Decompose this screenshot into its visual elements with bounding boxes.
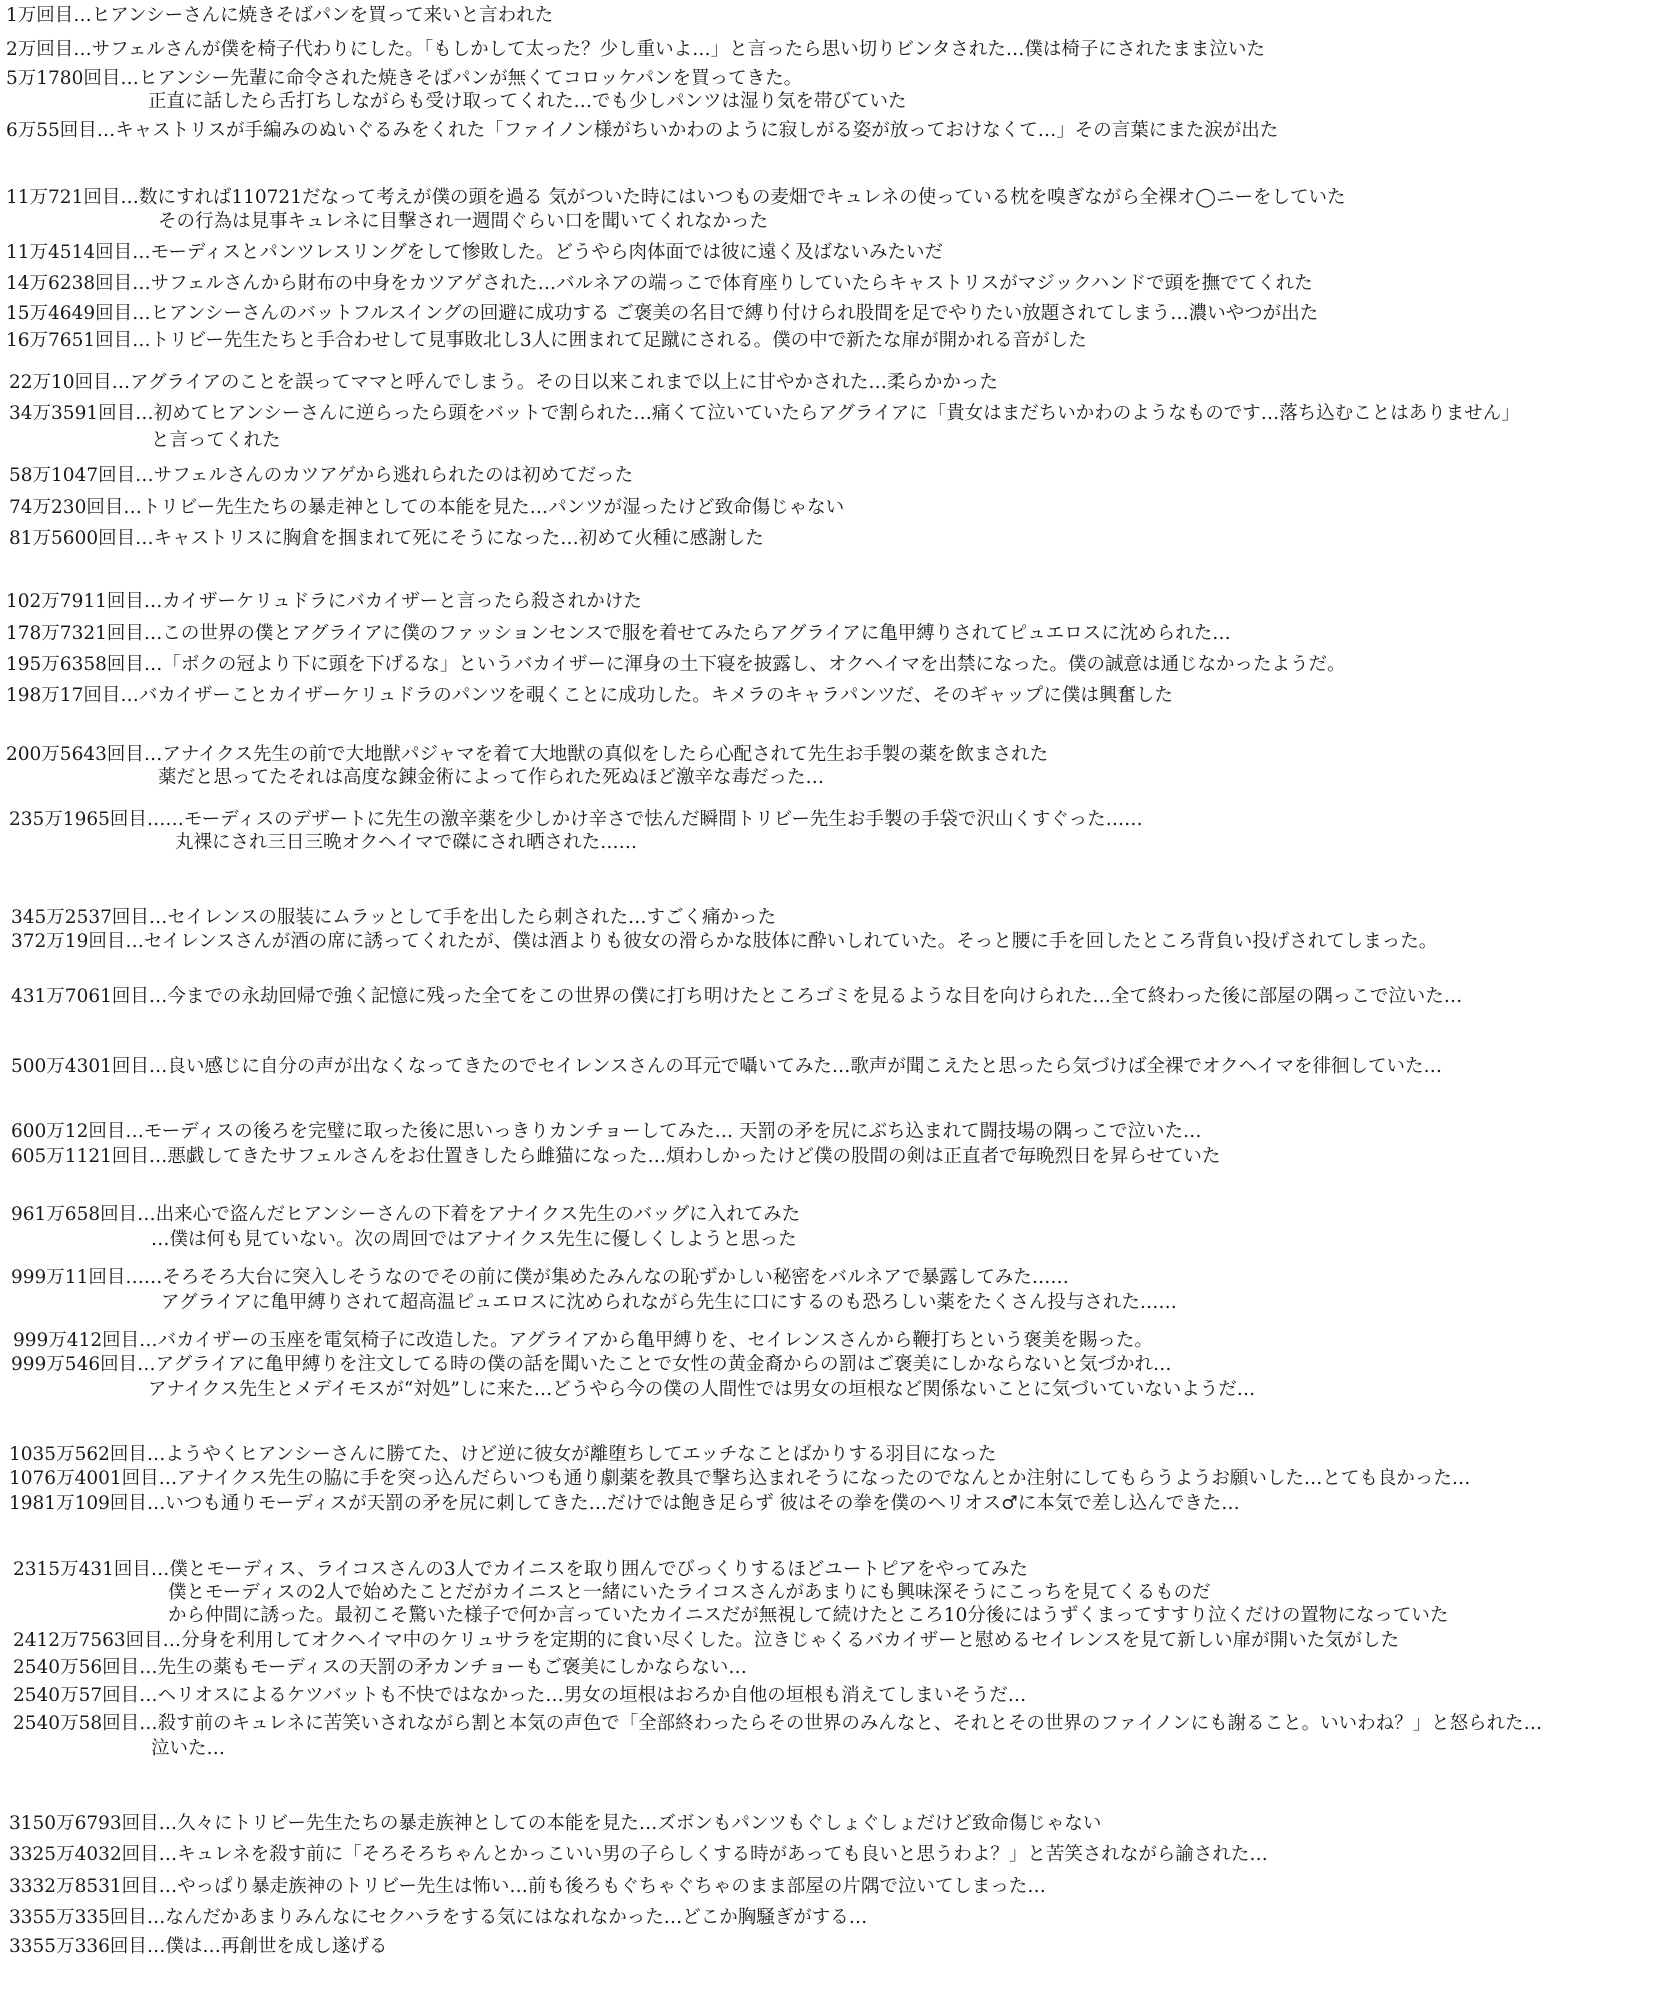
entry-continuation: 僕とモーディスの2人で始めたことだがカイニスと一緒にいたライコスさんがあまりにも興味深そうにこっちを見てくるものだ: [168, 1582, 1211, 1603]
entry-line: 74万230回目…トリビー先生たちの暴走神としての本能を見た…パンツが湿ったけど致命傷じゃない: [9, 497, 845, 518]
entry-continuation: …僕は何も見ていない。次の周回ではアナイクス先生に優しくしようと思った: [151, 1229, 797, 1250]
entry-line: 22万10回目…アグライアのことを誤ってママと呼んでしまう。その日以来これまで以上に甘やかされた…柔らかかった: [9, 372, 998, 393]
entry-line: 5万1780回目…ヒアンシー先輩に命令された焼きそばパンが無くてコロッケパンを買ってきた。: [6, 68, 803, 89]
entry-line: 2412万7563回目…分身を利用してオクヘイマ中のケリュサラを定期的に食い尽くした。泣きじゃくるバカイザーと慰めるセイレンスを見て新しい扉が開いた気がした: [13, 1630, 1400, 1651]
entry-continuation: と言ってくれた: [151, 430, 281, 451]
entry-line: 1076万4001回目…アナイクス先生の脇に手を突っ込んだらいつも通り劇薬を教具で撃ち込まれそうになったのでなんとか注射にしてもらうようお願いした…とても良かった…: [9, 1468, 1471, 1489]
entry-line: 372万19回目…セイレンスさんが酒の席に誘ってくれたが、僕は酒よりも彼女の滑らかな肢体に酔いしれていた。そっと腰に手を回したところ背負い投げされてしまった。: [11, 931, 1438, 952]
entry-line: 3332万8531回目…やっぱり暴走族神のトリビー先生は怖い…前も後ろもぐちゃぐちゃのまま部屋の片隅で泣いてしまった…: [9, 1876, 1046, 1897]
entry-continuation: アグライアに亀甲縛りされて超高温ピュエロスに沈められながら先生に口にするのも恐ろしい薬をたくさん投与された……: [161, 1292, 1177, 1313]
entry-continuation: その行為は見事キュレネに目撃され一週間ぐらい口を聞いてくれなかった: [158, 211, 768, 232]
entry-line: 999万11回目……そろそろ大台に突入しそうなのでその前に僕が集めたみんなの恥ずかしい秘密をバルネアで暴露してみた……: [11, 1267, 1069, 1288]
entry-line: 3150万6793回目…久々にトリビー先生たちの暴走族神としての本能を見た…ズボンもパンツもぐしょぐしょだけど致命傷じゃない: [9, 1813, 1102, 1834]
entry-line: 961万658回目…出来心で盗んだヒアンシーさんの下着をアナイクス先生のバッグに入れてみた: [11, 1204, 801, 1225]
entry-line: 3325万4032回目…キュレネを殺す前に「そろそろちゃんとかっこいい男の子らしくする時があっても良いと思うわよ？」と苦笑されながら諭された…: [9, 1844, 1268, 1865]
entry-continuation: から仲間に誘った。最初こそ驚いた様子で何か言っていたカイニスだが無視して続けたところ10分後にはうずくまってすすり泣くだけの置物になっていた: [168, 1605, 1449, 1626]
entry-line: 345万2537回目…セイレンスの服装にムラッとして手を出したら刺された…すごく痛かった: [11, 907, 776, 928]
entry-line: 16万7651回目…トリビー先生たちと手合わせして見事敗北し3人に囲まれて足蹴にされる。僕の中で新たな扉が開かれる音がした: [6, 330, 1087, 351]
entry-line: 2315万431回目…僕とモーディス、ライコスさんの3人でカイニスを取り囲んでびっくりするほどユートピアをやってみた: [13, 1559, 1028, 1580]
entry-continuation: 丸裸にされ三日三晩オクヘイマで磔にされ晒された……: [175, 832, 638, 853]
entry-line: 6万55回目…キャストリスが手編みのぬいぐるみをくれた「ファイノン様がちいかわのように寂しがる姿が放っておけなくて…」その言葉にまた涙が出た: [6, 120, 1279, 141]
entry-line: 1035万562回目…ようやくヒアンシーさんに勝てた、けど逆に彼女が離堕ちしてエッチなことばかりする羽目になった: [9, 1444, 997, 1465]
entry-continuation: 正直に話したら舌打ちしながらも受け取ってくれた…でも少しパンツは湿り気を帯びていた: [148, 91, 907, 112]
entry-line: 235万1965回目……モーディスのデザートに先生の激辛薬を少しかけ辛さで怯んだ瞬間トリビー先生お手製の手袋で沢山くすぐった……: [9, 809, 1143, 830]
entry-line: 3355万335回目…なんだかあまりみんなにセクハラをする気にはなれなかった…どこか胸騒ぎがする…: [9, 1907, 868, 1928]
entry-line: 200万5643回目…アナイクス先生の前で大地獣パジャマを着て大地獣の真似をしたら心配されて先生お手製の薬を飲まされた: [6, 744, 1049, 765]
entry-line: 11万721回目…数にすれば110721だなって考えが僕の頭を過る 気がついた時にはいつもの麦畑でキュレネの使っている枕を嗅ぎながら全裸オ◯ニーをしていた: [6, 187, 1346, 208]
entry-line: 15万4649回目…ヒアンシーさんのバットフルスイングの回避に成功する ご褒美の名目で縛り付けられ股間を足でやりたい放題されてしまう…濃いやつが出た: [6, 303, 1319, 324]
entry-line: 102万7911回目…カイザーケリュドラにバカイザーと言ったら殺されかけた: [6, 591, 642, 612]
entry-line: 58万1047回目…サフェルさんのカツアゲから逃れられたのは初めてだった: [9, 465, 634, 486]
entry-line: 1981万109回目…いつも通りモーディスが天罰の矛を尻に刺してきた…だけでは飽き足らず 彼はその拳を僕のヘリオス♂に本気で差し込んできた…: [9, 1493, 1240, 1514]
entry-line: 999万412回目…バカイザーの玉座を電気椅子に改造した。アグライアから亀甲縛りを、セイレンスさんから鞭打ちという褒美を賜った。: [13, 1330, 1153, 1351]
entry-continuation: アナイクス先生とメデイモスが“対処”しに来た…どうやら今の僕の人間性では男女の垣根など関係ないことに気づいていないようだ…: [148, 1379, 1256, 1400]
entry-line: 195万6358回目…「ボクの冠より下に頭を下げるな」というバカイザーに渾身の土下寝を披露し、オクヘイマを出禁になった。僕の誠意は通じなかったようだ。: [6, 654, 1346, 675]
entry-line: 3355万336回目…僕は…再創世を成し遂げる: [9, 1936, 388, 1957]
entry-line: 34万3591回目…初めてヒアンシーさんに逆らったら頭をバットで割られた…痛くて泣いていたらアグライアに「貴女はまだちいかわのようなものです…落ち込むことはありません」: [9, 403, 1520, 424]
entry-line: 600万12回目…モーディスの後ろを完璧に取った後に思いっきりカンチョーしてみた… 天罰の矛を尻にぶち込まれて闘技場の隅っこで泣いた…: [11, 1121, 1202, 1142]
entry-continuation: 薬だと思ってたそれは高度な錬金術によって作られた死ぬほど激辛な毒だった…: [158, 767, 825, 788]
entry-line: 999万546回目…アグライアに亀甲縛りを注文してる時の僕の話を聞いたことで女性の黄金裔からの罰はご褒美にしかならないと気づかれ…: [11, 1354, 1172, 1375]
entry-line: 2540万56回目…先生の薬もモーディスの天罰の矛カンチョーもご褒美にしかならない…: [13, 1657, 747, 1678]
entry-line: 605万1121回目…悪戯してきたサフェルさんをお仕置きしたら雌猫になった…煩わしかったけど僕の股間の剣は正直者で毎晩烈日を昇らせていた: [11, 1146, 1221, 1167]
entry-line: 81万5600回目…キャストリスに胸倉を掴まれて死にそうになった…初めて火種に感謝した: [9, 528, 764, 549]
entry-line: 2540万58回目…殺す前のキュレネに苦笑いされながら割と本気の声色で「全部終わったらその世界のみんなと、それとその世界のファイノンにも謝ること。いいわね？」と怒られた…: [13, 1713, 1543, 1734]
entry-continuation: 泣いた…: [151, 1738, 226, 1759]
entry-line: 2540万57回目…ヘリオスによるケツバットも不快ではなかった…男女の垣根はおろか自他の垣根も消えてしまいそうだ…: [13, 1685, 1027, 1706]
entry-line: 198万17回目…バカイザーことカイザーケリュドラのパンツを覗くことに成功した。キメラのキャラパンツだ、そのギャップに僕は興奮した: [6, 685, 1173, 706]
entry-line: 1万回目…ヒアンシーさんに焼きそばパンを買って来いと言われた: [6, 5, 554, 26]
entry-line: 178万7321回目…この世界の僕とアグライアに僕のファッションセンスで服を着せてみたらアグライアに亀甲縛りされてピュエロスに沈められた…: [6, 623, 1231, 644]
entry-line: 431万7061回目…今までの永劫回帰で強く記憶に残った全てをこの世界の僕に打ち明けたところゴミを見るような目を向けられた…全て終わった後に部屋の隅っこで泣いた…: [11, 986, 1463, 1007]
entry-line: 14万6238回目…サフェルさんから財布の中身をカツアゲされた…バルネアの端っこで体育座りしていたらキャストリスがマジックハンドで頭を撫でてくれた: [6, 273, 1313, 294]
entry-line: 11万4514回目…モーディスとパンツレスリングをして惨敗した。どうやら肉体面では彼に遠く及ばないみたいだ: [6, 242, 943, 263]
entry-line: 2万回目…サフェルさんが僕を椅子代わりにした。「もしかして太った？少し重いよ…」と言ったら思い切りビンタされた…僕は椅子にされたまま泣いた: [6, 39, 1265, 60]
entry-line: 500万4301回目…良い感じに自分の声が出なくなってきたのでセイレンスさんの耳元で囁いてみた…歌声が聞こえたと思ったら気づけば全裸でオクヘイマを徘徊していた…: [11, 1056, 1442, 1077]
